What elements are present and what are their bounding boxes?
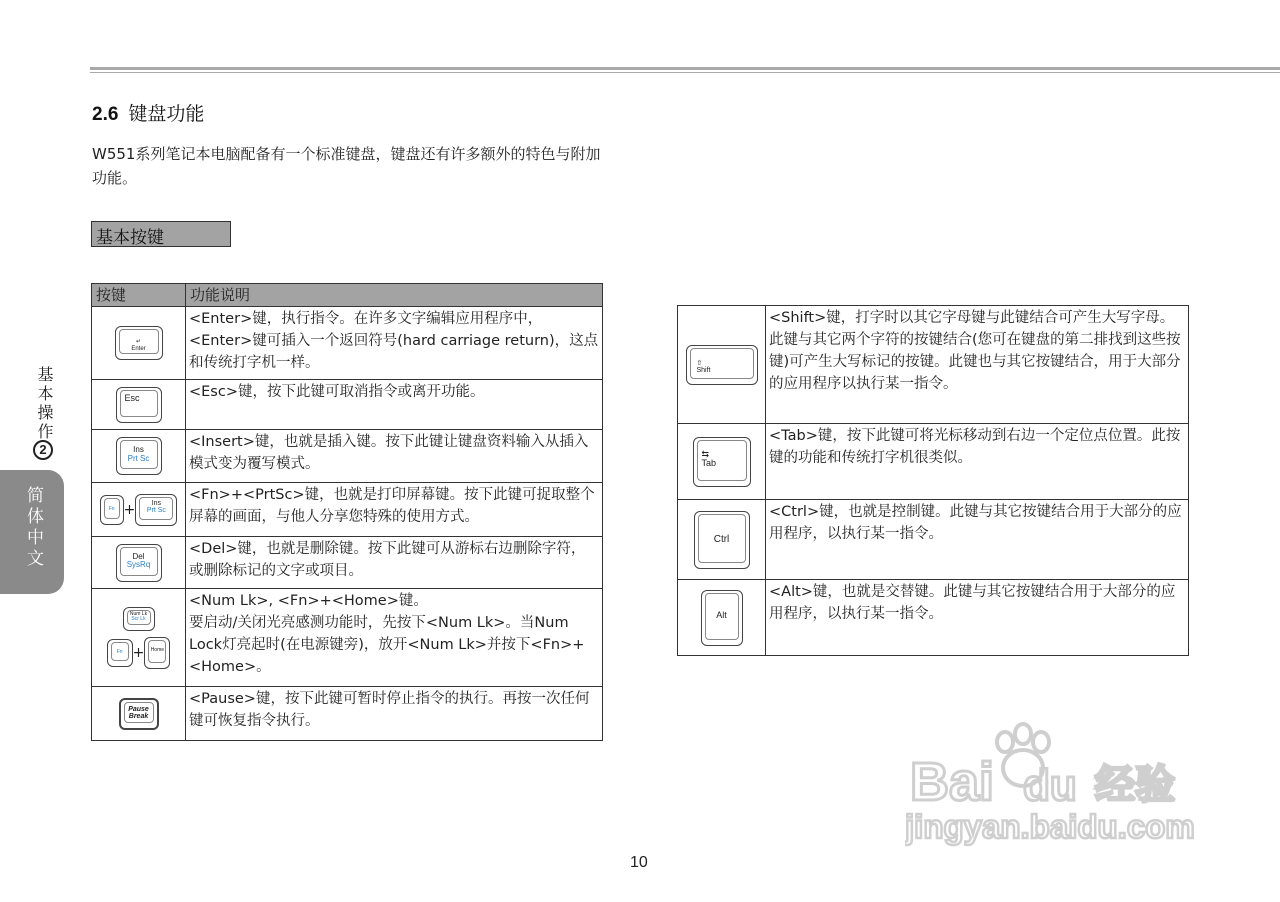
chapter-number-badge: 2	[33, 440, 53, 460]
table-row	[92, 430, 603, 483]
table-header-row	[92, 284, 603, 307]
tab-key-icon: ⇆ Tab	[693, 437, 751, 487]
pause-key-icon: Pause Break	[119, 698, 159, 730]
section-number: 2.6	[92, 104, 119, 125]
section-title	[92, 99, 204, 126]
enter-key-icon: ↵ Enter	[115, 326, 163, 360]
desc-cell: <Insert>键，也就是插入键。按下此键让键盘资料输入从插入模式变为覆写模式。	[186, 430, 603, 483]
key-cell	[678, 306, 766, 424]
key-cell	[92, 687, 186, 741]
home-key-icon: Home	[144, 637, 170, 669]
prtsc-key-icon: Ins Prt Sc	[135, 494, 177, 526]
table-row	[678, 580, 1189, 656]
plus-icon: +	[132, 644, 145, 661]
desc-cell: <Pause>键，按下此键可暂时停止指令的执行。再按一次任何键可恢复指令执行。	[186, 687, 603, 741]
table-row	[92, 483, 603, 537]
intro-paragraph: W551系列笔记本电脑配备有一个标准键盘，键盘还有许多额外的特色与附加功能。	[92, 145, 601, 187]
left-key-table	[91, 283, 603, 741]
language-tab-label: 简体中文	[23, 486, 43, 570]
watermark-jingyan: 经验	[1095, 762, 1175, 808]
key-cell	[678, 500, 766, 580]
baidu-jingyan-watermark	[905, 720, 1205, 860]
desc-cell: <Fn>+<PrtSc>键，也就是打印屏幕键。按下此键可捉取整个屏幕的画面，与他人分享您特殊的使用方式。	[186, 483, 603, 537]
desc-cell: <Alt>键，也就是交替键。此键与其它按键结合用于大部分的应用程序，以执行某一指令。	[766, 580, 1189, 656]
table-row	[678, 306, 1189, 424]
insert-key-icon: Ins Prt Sc	[116, 437, 162, 475]
alt-key-icon: Alt	[701, 590, 743, 646]
del-key-icon: Del SysRq	[116, 544, 162, 582]
watermark-brand-du: du	[1023, 761, 1077, 810]
desc-cell: <Del>键，也就是删除键。按下此键可从游标右边删除字符，或删除标记的文字或项目。	[186, 537, 603, 589]
desc-body: 要启动/关闭光亮感测功能时，先按下<Num Lk>。当Num Lock灯亮起时(在电源键旁)，放开<Num Lk>并按下<Fn>+<Home>。	[189, 615, 585, 675]
chapter-title: 基本操作	[35, 366, 54, 442]
page-number: 10	[630, 854, 648, 871]
key-cell	[92, 307, 186, 380]
numlk-key-icon: Num Lk Scr Lk	[123, 607, 155, 631]
desc-cell: <Shift>键，打字时以其它字母键与此键结合可产生大写字母。此键与其它两个字符的按键结合(您可在键盘的第二排找到这些按键)可产生大写标记的按键。此键也与其它按键结合，用于大部分的应用程序以执行某一指令。	[766, 306, 1189, 424]
table-row	[678, 500, 1189, 580]
fn-key-icon: Fn	[107, 639, 133, 667]
desc-cell: <Enter>键，执行指令。在许多文字编辑应用程序中，<Enter>键可插入一个返回符号(hard carriage return)，这点和传统打字机一样。	[186, 307, 603, 380]
esc-key-icon: Esc	[116, 387, 162, 423]
top-rule	[90, 67, 1280, 70]
key-cell	[92, 483, 186, 537]
watermark-brand: Bai	[910, 752, 995, 812]
key-cell	[92, 589, 186, 687]
plus-icon: +	[123, 501, 136, 518]
section-title-text: 键盘功能	[128, 103, 205, 125]
fn-key-icon: Fn	[100, 495, 124, 525]
desc-cell: <Ctrl>键，也就是控制键。此键与其它按键结合用于大部分的应用程序，以执行某一指令。	[766, 500, 1189, 580]
key-cell	[92, 537, 186, 589]
desc-cell: <Esc>键，按下此键可取消指令或离开功能。	[186, 380, 603, 430]
table-row	[92, 307, 603, 380]
ctrl-key-icon: Ctrl	[694, 511, 750, 569]
table-row	[92, 589, 603, 687]
right-key-table	[677, 305, 1189, 656]
desc-line-1: <Num Lk>, <Fn>+<Home>键。	[189, 593, 428, 609]
watermark-url: jingyan.baidu.com	[905, 808, 1195, 845]
header-key: 按键	[92, 284, 186, 307]
header-desc: 功能说明	[186, 284, 603, 307]
key-cell	[678, 424, 766, 500]
desc-cell: <Tab>键，按下此键可将光标移动到右边一个定位点位置。此按键的功能和传统打字机很类似。	[766, 424, 1189, 500]
table-row	[92, 687, 603, 741]
top-rule-thin	[90, 72, 1280, 73]
key-cell	[678, 580, 766, 656]
desc-cell	[186, 589, 603, 687]
table-row	[92, 380, 603, 430]
table-row	[678, 424, 1189, 500]
table-row	[92, 537, 603, 589]
key-cell	[92, 380, 186, 430]
key-cell	[92, 430, 186, 483]
language-tab	[0, 470, 64, 594]
shift-key-icon: ⇧ Shift	[686, 345, 758, 385]
subheading-basic-keys: 基本按键	[91, 221, 231, 247]
